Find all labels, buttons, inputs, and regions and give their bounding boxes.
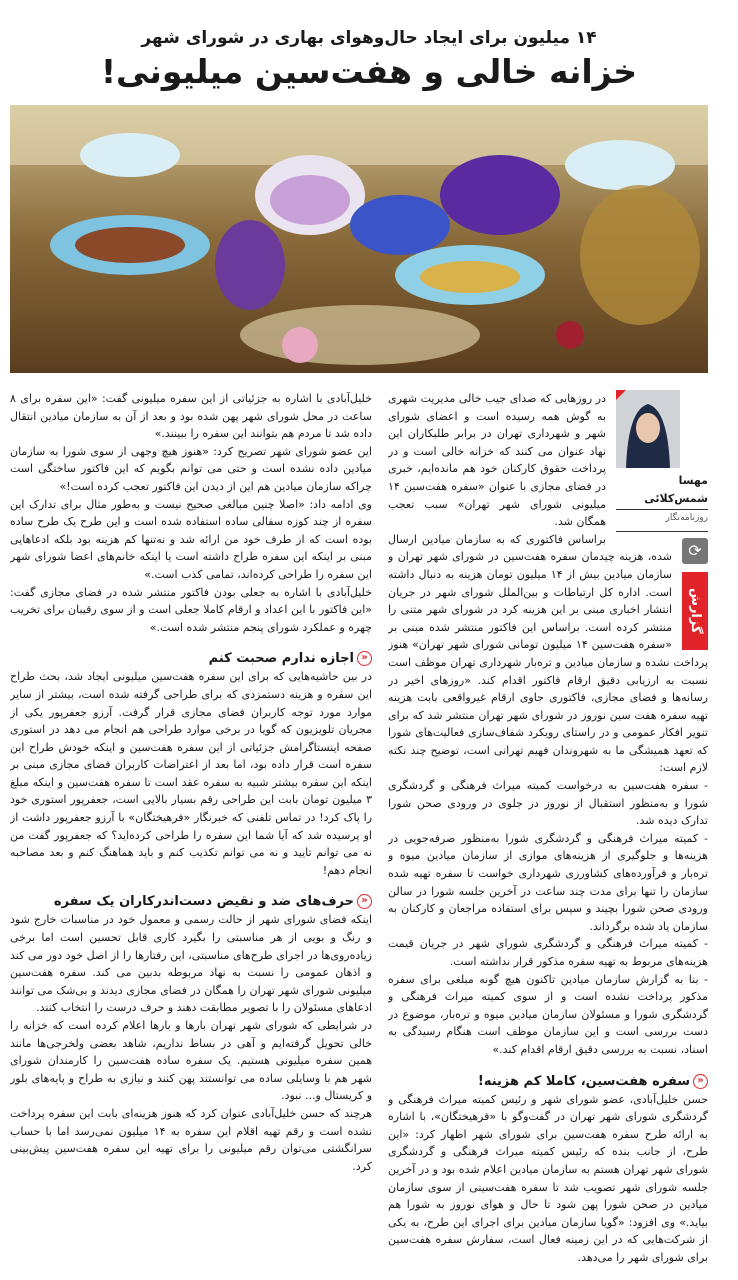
author-name: مهسا شمس‌کلائی [616, 470, 708, 510]
double-chevron-icon: « [693, 1074, 708, 1089]
double-chevron-icon: « [357, 651, 372, 666]
paragraph: وی ادامه داد: «اصلا چنین مبالغی صحیح نیست و به‌طور مثال برای تدارک این سفره از چند کوزه سفالی ساده استفاده شده است و این طرح یک طرح ساده بوده است که از طرف خود من ارائه شد و نه‌تنها کم هزینه بود بلکه ادعاهایی مبنی بر اینکه این سفره طراح داشته است یا اینکه خانم‌های اعضا شورای شهر این سفره را طراحی کرده‌اند، تمامی کذب است.» [10, 497, 372, 581]
paragraph: هرچند که حسن خلیل‌آبادی عنوان کرد که هنوز هزینه‌ای بابت این سفره پرداخت نشده است و رقم تهیه اقلام این سفره به ۱۴ میلیون نمی‌رسد اما با حساب سرانگشتی می‌توان رقم میلیونی را برای تهیه این سفره هفت‌سین پیش‌بینی کرد. [10, 1106, 372, 1173]
paragraph: خلیل‌آبادی با اشاره به جعلی بودن فاکتور منتشر شده در فضای مجازی گفت: «این فاکتور با این اعداد و ارقام کاملا جعلی است و از سوی رقیبان برای تخریب چهره و عملکرد شورای پنجم منتشر شده است.» [10, 585, 372, 634]
paragraph: - بنا به گزارش سازمان میادین تاکنون هیچ گونه مبلغی برای سفره مذکور پرداخت نشده است و از سوی کمیته میراث فرهنگی و گردشگری شورا و مسئولان سازمان میادین میوه و تره‌بار، موضوع در دست بررسی است و این سازمان موظف است هنگام رسیدگی به اسناد، نسبت به بررسی دقیق ارقام اقدام کند.» [388, 972, 708, 1056]
author-box [616, 390, 708, 532]
haft-sin-table-photo [10, 105, 708, 373]
author-role: روزنامه‌نگار [616, 510, 708, 532]
article-title: خزانه خالی و هفت‌سین میلیونی! [101, 52, 637, 91]
section-label: گزارش [682, 572, 708, 650]
paragraph: براساس فاکتوری که به سازمان میادین ارسال شده، هزینه چیدمان سفره هفت‌سین در شورای شهر تهران و سازمان میادین بیش از ۱۴ میلیون تومان هزینه به دنبال داشته است. اداره کل ارتباطات و بین‌الملل شورای شهر در جریان انتشار اخباری مبنی بر این هزینه کرد در شورای شهر متنی را منتشر کرده است. براساس این فاکتور منتشر شده مبنی بر «سفره هفت‌سین ۱۴ میلیون تومانی شورای شهر تهران» هنوز پرداخت نشده و سازمان میادین و تره‌بار شهرداری تهران موظف است نسبت به ارزیابی دقیق ارقام فاکتور اقدام کند. «روزهای اخیر در رسانه‌ها و فضای مجازی، فاکتوری حاوی ارقام غیرواقعی بابت هزینه تهیه سفره هفت سین نوروز در شورای شهر تهران منتشر شد که برای تنویر افکار عمومی و در راستای رویکرد شفاف‌سازی فعالیت‌های شورا که تعهد همیشگی ما به شهروندان فهیم تهرانی است، توضیح چند نکته لازم است: [388, 532, 708, 775]
subheading [10, 893, 372, 911]
paragraph: اینکه فضای شورای شهر از حالت رسمی و معمول خود در مناسبات خارج شود و رنگ و بویی از هر مناسبتی را بگیرد کاری قابل تحسین است اما برخی زیاده‌روی‌ها در اجرای طرح‌های مناسبتی، این رفتارها را از اصل خود دور می کند و اذهان عمومی را نسبت به نهاد مربوطه بدبین می کند. سفره هفت‌سین میلیونی شورای شهر تهران را همگان در فضای مجازی دیدند و بی‌شک می توانند ادعاهای مسئولان را با تصویر مطابقت دهند و حرف درست را انتخاب کنند. [10, 913, 372, 1015]
author-avatar [616, 390, 680, 468]
subheading-text: اجازه ندارم صحبت کنم [208, 651, 354, 667]
paragraph: خلیل‌آبادی با اشاره به جزئیاتی از این سفره میلیونی گفت: «این سفره برای ۸ ساعت در محل شورای شهر پهن شده بود و بعد از آن به سازمان میادین انتقال داده شد تا مردم هم بتوانند این سفره را ببینند.» [10, 392, 372, 441]
paragraph: - کمیته میراث فرهنگی و گردشگری شورای شهر در جریان قیمت هزینه‌های مربوط به تهیه سفره مذکور قرار نداشته است. [388, 937, 708, 968]
section-badge [680, 538, 708, 650]
paragraph: در روزهایی که صدای جیب خالی مدیریت شهری به گوش همه رسیده است و اعضای شورای شهر و شهرداری تهران در برابر طلبکاران این نهاد عنوان می کنند که خزانه خالی است و در پرداخت حقوق کارکنان خود هم مانده‌ایم، خبری در فضای مجازی با عنوان «سفره هفت‌سین ۱۴ میلیونی شورای شهر تهران» سبب تعجب همگان شد. [388, 392, 606, 529]
subheading [10, 650, 372, 668]
article-kicker: ۱۴ میلیون برای ایجاد حال‌وهوای بهاری در شورای شهر [141, 28, 597, 48]
paragraph: در شرایطی که شورای شهر تهران بارها و بارها اعلام کرده است که خزانه را خالی تحویل گرفته‌ایم و آهی در بساط نداریم، شاهد بعضی ولخرجی‌ها مانند همین سفره میلیونی هستیم. یک سفره ساده هفت‌سین را کارمندان شورای شهر هم با وسایلی ساده می توانستند پهن کنند و نیازی به طراح و پایه‌های بلور و کریستال و... نبود. [10, 1019, 372, 1103]
paragraph: در بین حاشیه‌هایی که برای این سفره هفت‌سین میلیونی ایجاد شد، بحث طراح این سفره و هزینه دستمزدی که برای طراحی گرفته شده است، بیشتر از سایر موارد مورد توجه کاربران فضای مجازی قرار گرفت. آرزو جعفرپور یکی از مجریان تلویزیون که گویا در برخی موارد طراحی هم انجام می دهد در استوری صفحه اینستاگرامش جزئیاتی از این سفره هفت‌سین و اینکه خودش طراح این سفره است قرار داده بود، اما بعد از اعتراضات کاربران فضای مجازی مبنی بر اینکه این سفره بیشتر شبیه به سفره عقد است تا سفره هفت‌سین و اینکه مبلغ ۳ میلیون تومان بابت این طراحی رقم بسیار بالایی است، جعفرپور استوری خود را پاک کرد! در تماس تلفنی که خبرنگار «فرهیختگان» با آرزو جعفرپور داشت از او پرسیده شد که آیا شما این سفره را طراحی کرده‌اید؟ که جعفرپور گفت من نه می توانم تایید و نه می توانم تکذیب کنم و باید هماهنگ کنم و بعد مصاحبه انجام دهم! [10, 670, 372, 877]
paragraph: - سفره هفت‌سین به درخواست کمیته میراث فرهنگی و گردشگری شورا و به‌منظور استقبال از نوروز در جلوی در ورودی صحن شورا تدارک دیده شد. [388, 779, 708, 828]
left-column [10, 390, 372, 1280]
double-chevron-icon: « [357, 894, 372, 909]
subheading [388, 1073, 708, 1091]
refresh-icon: ⟳ [682, 538, 708, 564]
paragraph: حسن خلیل‌آبادی، عضو شورای شهر و رئیس کمیته میراث فرهنگی و گردشگری شورای شهر تهران در گفت‌وگو با «فرهیختگان»، با اشاره به ارائه طرح سفره هفت‌سین برای شورای شهر اظهار کرد: «این طرح، از جانب بنده که رئیس کمیته میراث فرهنگی و گردشگری شورای شهر تهران هستم به سازمان میادین اعلام شده بود و در آخرین جلسه شورای شهر تصویب شد تا سفره هفت‌سینی از سوی سازمان میادین در صحن شورا پهن شود تا حال و هوای نوروز به شورا هم بیاید.» وی افزود: «گویا سازمان میادین برای اجرای این طرح، به یکی از شرکت‌هایی که در این زمینه فعال است، سفارش سفره هفت‌سین برای شورای شهر را می‌دهد. [388, 1092, 708, 1264]
subheading-text: حرف‌های ضد و نقیض دست‌اندرکاران یک سفره [53, 894, 354, 910]
paragraph: این عضو شورای شهر تصریح کرد: «هنوز هیچ وجهی از سوی شورا به سازمان میادین داده نشده است و حتی می توانم بگویم که این فاکتور ساختگی است چراکه سازمان میادین هم این از دیدن این فاکتور تعجب کرده است!» [10, 444, 372, 493]
subheading-text: سفره هفت‌سین، کاملا کم هزینه! [477, 1073, 690, 1089]
paragraph: - کمیته میراث فرهنگی و گردشگری شورا به‌منظور صرفه‌جویی در هزینه‌ها و جلوگیری از هزینه‌های موازی از سازمان میادین میوه و تره‌بار و فرآورده‌های کشاورزی شهرداری خواست تا سفره تهیه شده سازمان را تنها برای مدت چند ساعت در آخرین جلسه شورا در سالن ورودی صحن شورا بچیند و سپس برای استفاده مراجعان و کارکنان به سازمان یاد شده برگرداند. [388, 831, 708, 933]
right-column [388, 390, 708, 1280]
